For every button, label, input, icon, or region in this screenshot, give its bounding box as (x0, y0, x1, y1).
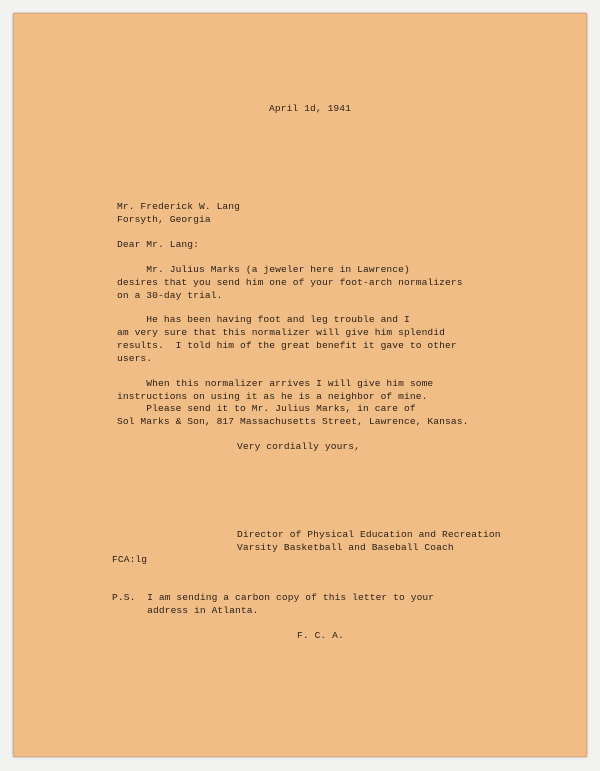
paragraph-line: results. I told him of the great benefit it gave to other (117, 340, 457, 351)
paragraph-line: Mr. Julius Marks (a jeweler here in Lawrence) (117, 264, 410, 275)
paragraph-line: users. (117, 353, 153, 364)
paragraph-line: instructions on using it as he is a neighbor of mine. (117, 391, 428, 402)
paragraph-line: am very sure that this normalizer will give him splendid (117, 327, 446, 338)
postscript-line: P.S. I am sending a carbon copy of this letter to your (112, 592, 435, 603)
postscript-initials: F. C. A. (297, 630, 344, 641)
paragraph-line: desires that you send him one of your foot-arch normalizers (117, 277, 463, 288)
paragraph-line: When this normalizer arrives I will give him some (117, 378, 434, 389)
salutation: Dear Mr. Lang: (117, 239, 200, 250)
recipient-location: Forsyth, Georgia (117, 214, 211, 225)
paragraph-line: on a 30-day trial. (117, 290, 223, 301)
signature-title-line: Varsity Basketball and Baseball Coach (237, 542, 454, 553)
paragraph-line: Sol Marks & Son, 817 Massachusetts Street, Lawrence, Kansas. (117, 416, 469, 427)
paragraph-line: He has been having foot and leg trouble and I (117, 314, 410, 325)
paragraph-line: Please send it to Mr. Julius Marks, in care of (117, 403, 416, 414)
postscript-line: address in Atlanta. (112, 605, 259, 616)
closing: Very cordially yours, (237, 441, 361, 452)
recipient-name: Mr. Frederick W. Lang (117, 201, 241, 212)
letter-page (13, 13, 587, 757)
signature-title-line: Director of Physical Education and Recreation (237, 529, 501, 540)
letter-date: April 1d, 1941 (269, 103, 352, 114)
reference-initials: FCA:lg (112, 554, 148, 565)
